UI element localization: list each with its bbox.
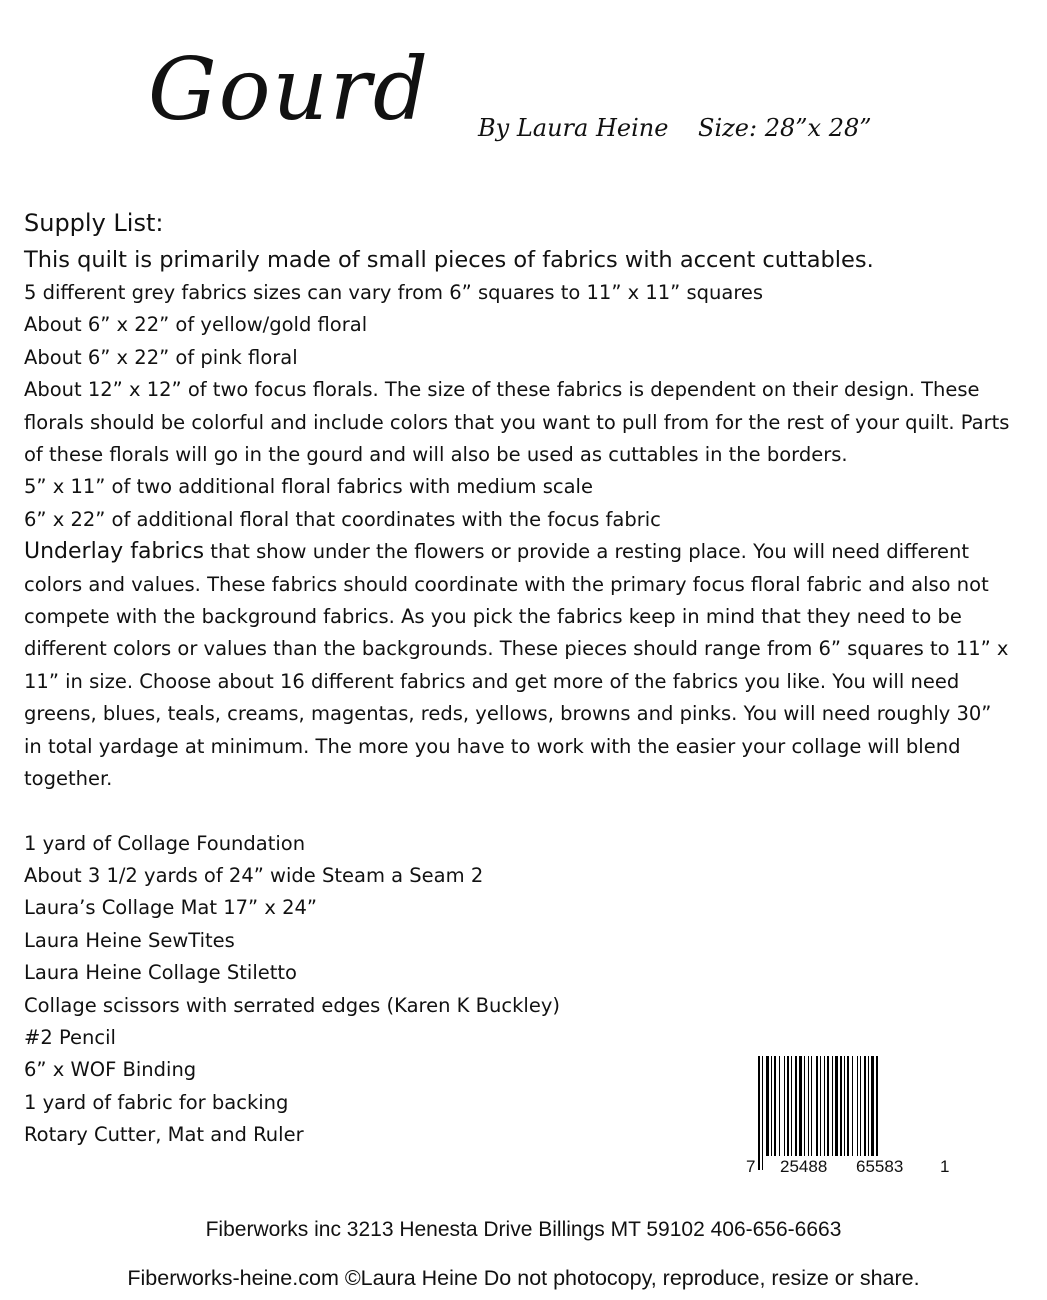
barcode-left-digits: 25488 xyxy=(780,1157,828,1176)
supply-intro: This quilt is primarily made of small pieces of fabrics with accent cuttables. xyxy=(24,247,874,273)
supply-item: Collage scissors with serrated edges (Karen K Buckley) xyxy=(24,993,560,1017)
barcode-bar xyxy=(864,1056,866,1156)
barcode-bar xyxy=(808,1056,809,1156)
supply-item: Laura’s Collage Mat 17” x 24” xyxy=(24,896,317,920)
barcode-bar xyxy=(816,1056,818,1170)
supply-item: #2 Pencil xyxy=(24,1025,116,1049)
supply-item: Laura Heine SewTites xyxy=(24,928,235,952)
supply-item: Rotary Cutter, Mat and Ruler xyxy=(24,1123,304,1147)
barcode-bar xyxy=(779,1056,780,1156)
barcode-bar xyxy=(868,1056,869,1156)
barcode-bar xyxy=(824,1056,825,1156)
barcode-last-digit: 1 xyxy=(940,1157,950,1176)
barcode-bar xyxy=(857,1056,858,1156)
barcode-bar xyxy=(766,1056,769,1156)
supply-item: 5 different grey fabrics sizes can vary from 6” squares to 11” x 11” squares xyxy=(24,281,764,304)
barcode-bar xyxy=(860,1056,861,1156)
pattern-title: Gourd xyxy=(148,40,431,140)
copyright-notice: Fiberworks-heine.com ©Laura Heine Do not photocopy, reproduce, resize or share. xyxy=(127,1266,920,1290)
barcode-bar xyxy=(799,1056,802,1156)
underlay-text: that show under the flowers or provide a resting place. You will need different colors and values. These fabrics should coordinate with the primary focus floral fabric and also not compete with the background fabrics. As you pick the fabrics keep in mind that they need to be different colors or values than the backgrounds. These pieces should range from 6” squares to 11” x 11” in size. Choose about 16 different fabrics and get more of the fabrics you like. You will need greens, blues, teals, creams, magentas, reds, yellows, browns and pinks. You will need roughly 30” in total yardage at minimum. The more you have to work with the easier your collage will blend together. xyxy=(24,540,1009,791)
supply-item: 1 yard of Collage Foundation xyxy=(24,831,306,855)
supply-list-section xyxy=(24,205,1014,1152)
barcode-bar xyxy=(876,1056,878,1170)
barcode-bar xyxy=(791,1056,792,1156)
barcode-bar xyxy=(840,1056,842,1156)
supply-item: 6” x 22” of additional floral that coordinates with the focus fabric xyxy=(24,507,661,531)
underlay-lead: Underlay fabrics xyxy=(24,539,205,565)
barcode-bar xyxy=(827,1056,829,1156)
author-credit: By Laura Heine xyxy=(478,114,669,142)
barcode-bar xyxy=(844,1056,845,1156)
barcode-bar xyxy=(758,1056,760,1170)
barcode-bar xyxy=(795,1056,797,1156)
barcode-bar xyxy=(811,1056,812,1156)
barcode-bar xyxy=(787,1056,789,1156)
barcode-bar xyxy=(847,1056,849,1156)
byline xyxy=(478,110,894,146)
supply-item: 1 yard of fabric for backing xyxy=(24,1090,289,1114)
upc-barcode xyxy=(746,1052,950,1184)
barcode-bar xyxy=(852,1056,853,1156)
supply-item: About 3 1/2 yards of 24” wide Steam a Seam 2 xyxy=(24,863,484,887)
barcode-bar xyxy=(835,1056,838,1156)
supply-list-heading: Supply List: xyxy=(24,209,164,237)
supply-item: Laura Heine Collage Stiletto xyxy=(24,961,297,985)
supply-item: About 6” x 22” of yellow/gold floral xyxy=(24,313,368,337)
barcode-bar xyxy=(774,1056,776,1156)
publisher-address: Fiberworks inc 3213 Henesta Drive Billings MT 59102 406-656-6663 xyxy=(205,1218,842,1241)
supply-item: 5” x 11” of two additional floral fabrics with medium scale xyxy=(24,475,593,499)
barcode-bar xyxy=(820,1056,821,1170)
barcode-bar xyxy=(784,1056,785,1156)
supply-item: 6” x WOF Binding xyxy=(24,1058,197,1082)
barcode-bar xyxy=(871,1056,874,1170)
barcode-bar xyxy=(771,1056,772,1156)
barcode-bar xyxy=(762,1056,763,1170)
spacer xyxy=(24,796,1014,828)
barcode-bar xyxy=(804,1056,805,1156)
focus-florals-paragraph: About 12” x 12” of two focus florals. The size of these fabrics is dependent on their design. These florals should be colorful and include colors that you want to pull from for the rest of your quilt. Parts of these florals will go in the gourd and will also be used as cuttables in the borders. xyxy=(24,378,1010,467)
barcode-right-digits: 65583 xyxy=(856,1157,904,1176)
quilt-size: Size: 28”x 28” xyxy=(698,114,872,142)
barcode-first-digit: 7 xyxy=(746,1157,756,1176)
barcode-bars xyxy=(758,1056,934,1156)
underlay-paragraph xyxy=(24,536,1014,795)
supply-item: About 6” x 22” of pink floral xyxy=(24,345,298,369)
barcode-bar xyxy=(832,1056,833,1156)
